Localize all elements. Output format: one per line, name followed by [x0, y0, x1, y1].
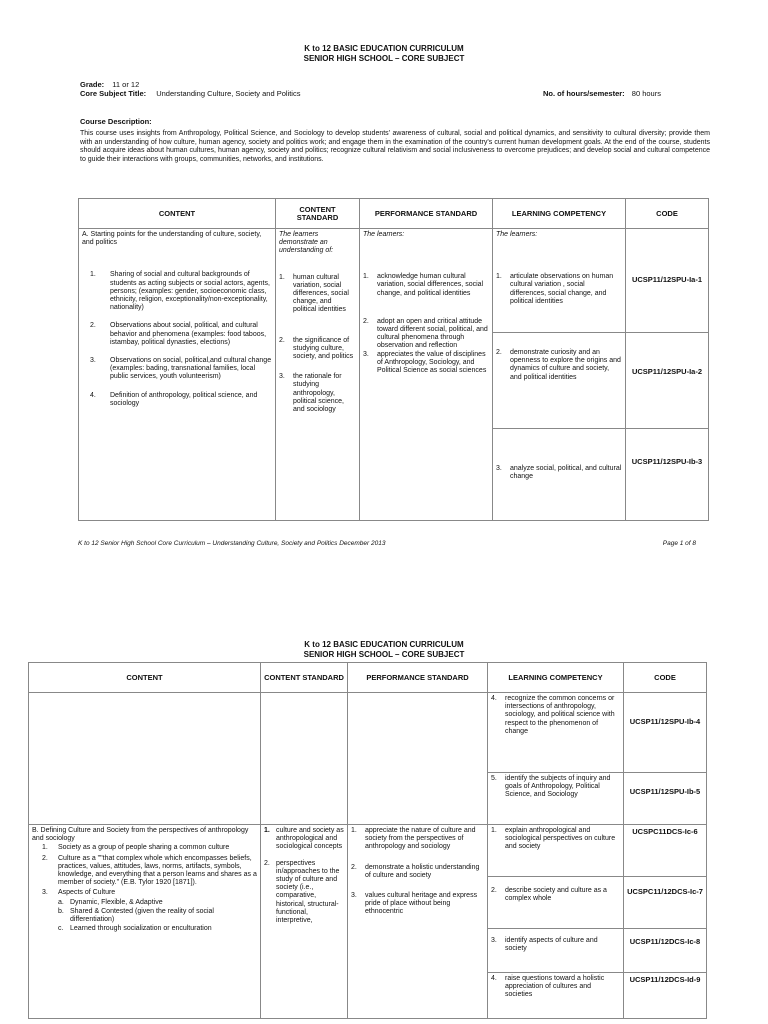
page1-footer — [78, 540, 696, 547]
col-code: CODE — [624, 663, 707, 693]
list-item: 1. acknowledge human cultural variation, social differences, social change, and political identities — [363, 273, 484, 297]
lc-cell-7 — [488, 877, 624, 929]
table-header-row — [29, 663, 707, 693]
content-heading-b: B. Defining Culture and Society from the perspectives of anthropology and sociology — [32, 827, 249, 843]
hours-label: No. of hours/semester: — [543, 89, 625, 98]
list-item: 3. appreciates the value of disciplines of Anthropology, Sociology, and Political Science as social sciences — [363, 350, 487, 375]
lc-cell-4 — [488, 693, 624, 773]
table-row — [29, 825, 707, 877]
list-item: 2. perspectives in/approaches to the study of culture and society (i.e., comparative, historical, structural-functional, interpretive, — [264, 859, 340, 925]
list-item: 1. human cultural variation, social differences, social change, and political identities — [279, 273, 349, 314]
list-item: 2. the significance of studying culture, society, and politics — [279, 336, 354, 361]
list-item: 4. recognize the common concerns or intersections of anthropology, sociology, and political science with respect to the phenomenon of change — [491, 695, 615, 735]
footer-left: K to 12 Senior High School Core Curriculum – Understanding Culture, Society and Politics December 2013 — [78, 540, 386, 547]
col-content: CONTENT — [79, 199, 276, 229]
competency-code: UCSP11/12DCS-Id-9 — [629, 975, 701, 984]
lc-intro: The learners: — [496, 231, 538, 238]
list-item: 2. demonstrate a holistic understanding of culture and society — [351, 863, 480, 879]
description-label: Course Description: — [80, 117, 152, 126]
hours-line — [543, 89, 661, 98]
footer-page: Page 1 of 8 — [662, 540, 696, 547]
code-cell-4 — [624, 693, 707, 773]
col-content-standard: CONTENT STANDARD — [261, 663, 348, 693]
col-learning-competency: LEARNING COMPETENCY — [493, 199, 626, 229]
col-performance-standard: PERFORMANCE STANDARD — [348, 663, 488, 693]
competency-code: UCSP11/12SPU-Ib-5 — [629, 787, 701, 796]
table-row — [29, 693, 707, 773]
list-item: a. Dynamic, Flexible, & Adaptive — [58, 898, 163, 906]
grade-value: 11 or 12 — [112, 80, 140, 89]
competency-code: UCSP11/12SPU-Ia-1 — [631, 275, 703, 284]
list-item: 3. analyze social, political, and cultural change — [496, 465, 622, 481]
grade-line — [80, 80, 139, 89]
curriculum-table-page2 — [28, 662, 707, 1019]
subject-value: Understanding Culture, Society and Politics — [156, 89, 301, 98]
header-title: K to 12 BASIC EDUCATION CURRICULUM — [304, 44, 464, 53]
table-row — [79, 229, 709, 333]
list-item: 4. Definition of anthropology, political science, and sociology — [90, 391, 258, 407]
competency-code: UCSP11/12DCS-Ic-8 — [629, 937, 701, 946]
header-subtitle: SENIOR HIGH SCHOOL – CORE SUBJECT — [303, 650, 465, 659]
col-code: CODE — [626, 199, 709, 229]
list-item: 3. identify aspects of culture and society — [491, 937, 598, 953]
code-cell-7 — [624, 877, 707, 929]
list-item: c. Learned through socialization or enculturation — [58, 925, 212, 933]
content-cell — [29, 825, 261, 1019]
list-item: 3. the rationale for studying anthropology, political science, and sociology — [279, 373, 344, 414]
col-learning-competency: LEARNING COMPETENCY — [488, 663, 624, 693]
ps-intro: The learners: — [363, 231, 405, 238]
code-cell-1 — [626, 229, 709, 333]
list-item: 3. Aspects of Culture — [42, 889, 116, 897]
code-cell-5 — [624, 773, 707, 825]
list-item: 3. values cultural heritage and express pride of place without being ethnocentric — [351, 892, 478, 916]
list-item: 2. describe society and culture as a complex whole — [491, 887, 607, 903]
course-description: This course uses insights from Anthropology, Political Science, and Sociology to develop students' awareness of cultural, social and political dynamics, and sensitivity to cultural diversity; provide them with an understanding of how culture, human agency, society and politics work; and engage them in the examination of the country's current human development goals. At the end of the course, students should acquire ideas about human cultures, human agency, society and politics; recognize cultural relativism and social inclusiveness to overcome prejudices; and develop social and cultural competence to guide their interactions with groups, communities, networks, and institutions. — [80, 130, 710, 163]
competency-code: UCSPC11DCS-Ic-6 — [632, 827, 698, 836]
lc-cell-5 — [488, 773, 624, 825]
page2-header — [0, 640, 768, 660]
list-item: 3. Observations on social, political,and cultural change (examples: bading, transnational families, local public services, youth volunteerism) — [90, 357, 272, 381]
content-cell — [79, 229, 276, 521]
list-item: 1. Sharing of social and cultural backgrounds of students as acting subjects or social actors, agents, persons; (examples: gender, socioeconomic class, ethnicity, religion, exceptionality/non-exceptionality, nationality) — [90, 271, 270, 312]
list-item: 1. appreciate the nature of culture and society from the perspectives of anthropology and sociology — [351, 827, 476, 851]
list-item: b. Shared & Contested (given the reality of social differentiation) — [58, 907, 214, 924]
list-item: 2. demonstrate curiosity and an openness to explore the origins and dynamics of culture and society, and political identities — [496, 349, 621, 381]
list-item: 5. identify the subjects of inquiry and goals of Anthropology, Political Science, and Sociology — [491, 775, 611, 799]
col-content: CONTENT — [29, 663, 261, 693]
header-title: K to 12 BASIC EDUCATION CURRICULUM — [304, 640, 464, 649]
lc-cell-8 — [488, 929, 624, 973]
list-item: 2. adopt an open and critical attitude toward different social, political, and cultural phenomena through observation and reflection — [363, 317, 488, 350]
col-performance-standard: PERFORMANCE STANDARD — [360, 199, 493, 229]
col-content-standard: CONTENT STANDARD — [276, 199, 360, 229]
lc-cell-6 — [488, 825, 624, 877]
list-item: 1. articulate observations on human cultural variation , social differences, social change, and political identities — [496, 273, 614, 305]
list-item: 2. Culture as a ""that complex whole which encompasses beliefs, practices, values, attitudes, laws, norms, artifacts, symbols, knowledge, and everything that a person learns and shares as a member of society." (E.B. Tylor 1920 [1871]). — [42, 854, 257, 887]
grade-label: Grade: — [80, 80, 105, 89]
code-cell-8 — [624, 929, 707, 973]
table-header-row — [79, 199, 709, 229]
list-item: 2. Observations about social, political, and cultural behavior and phenomena (examples: food taboos, istambay, political dynasties, elections) — [90, 322, 267, 346]
code-cell-9 — [624, 973, 707, 1019]
performance-standard-cell — [360, 229, 493, 521]
lc-cell-9 — [488, 973, 624, 1019]
subject-label: Core Subject Title: — [80, 89, 147, 98]
code-cell-3 — [626, 429, 709, 521]
header-subtitle: SENIOR HIGH SCHOOL – CORE SUBJECT — [303, 54, 465, 63]
lc-cell-2 — [493, 333, 626, 429]
list-item: 1. Society as a group of people sharing a common culture — [42, 844, 230, 852]
list-item: 1. culture and society as anthropological and sociological concepts — [264, 827, 344, 851]
hours-value: 80 hours — [631, 89, 661, 98]
curriculum-table-page1 — [78, 198, 709, 521]
code-cell-2 — [626, 333, 709, 429]
list-item: 4. raise questions toward a holistic appreciation of cultures and societies — [491, 975, 605, 999]
competency-code: UCSPC11/12DCS-Ic-7 — [627, 887, 703, 896]
description-label-line — [80, 117, 152, 126]
code-cell-6 — [624, 825, 707, 877]
competency-code: UCSP11/12SPU-Ia-2 — [631, 367, 703, 376]
page1-header — [0, 44, 768, 64]
list-item: 1. explain anthropological and sociological perspectives on culture and society — [491, 827, 616, 851]
cs-intro: The learners demonstrate an understanding of: — [279, 231, 334, 255]
subject-line — [80, 89, 300, 98]
competency-code: UCSP11/12SPU-Ib-3 — [631, 457, 703, 466]
performance-standard-cell — [348, 825, 488, 1019]
content-standard-cell — [261, 825, 348, 1019]
lc-cell-3 — [493, 429, 626, 521]
content-standard-cell — [276, 229, 360, 521]
lc-cell-1 — [493, 229, 626, 333]
content-heading-a: A. Starting points for the understanding of culture, society, and politics — [82, 231, 262, 247]
competency-code: UCSP11/12SPU-Ib-4 — [629, 717, 701, 726]
